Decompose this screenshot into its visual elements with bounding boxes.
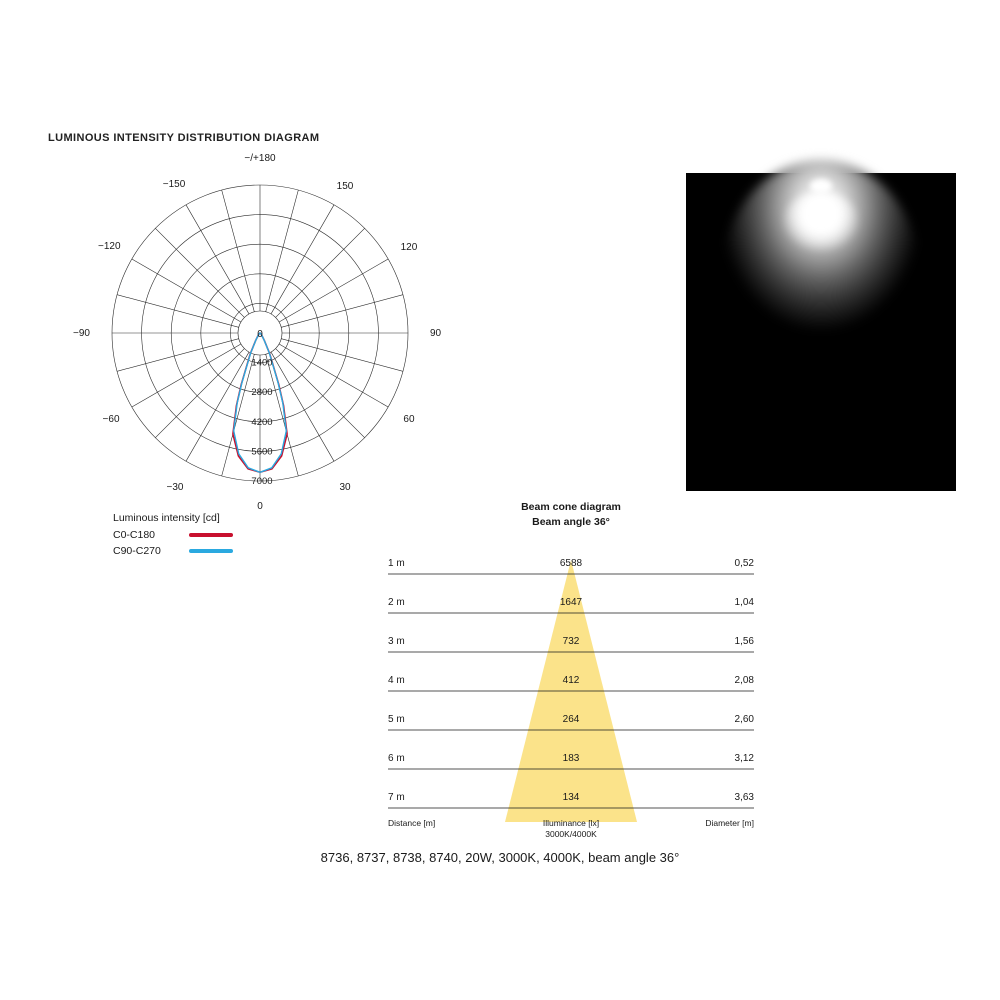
beam-cone-distance: 3 m bbox=[388, 636, 405, 647]
beam-cone-rows bbox=[388, 560, 754, 830]
beam-cone-illuminance: 264 bbox=[562, 714, 580, 725]
legend-item-c0-c180 bbox=[113, 527, 233, 543]
svg-text:−/+180: −/+180 bbox=[244, 153, 276, 164]
beam-cone-diameter: 1,04 bbox=[734, 597, 754, 608]
polar-legend bbox=[113, 512, 233, 559]
footer-diameter-label: Diameter [m] bbox=[705, 818, 754, 828]
svg-text:1400: 1400 bbox=[251, 357, 273, 369]
beam-cone-row bbox=[388, 597, 754, 611]
beam-cone-row bbox=[388, 753, 754, 767]
svg-text:4200: 4200 bbox=[251, 416, 273, 428]
beam-cone-footer bbox=[388, 818, 754, 840]
beam-cone-illuminance: 183 bbox=[562, 753, 580, 764]
svg-text:2800: 2800 bbox=[251, 387, 273, 399]
legend-title: Luminous intensity [cd] bbox=[113, 512, 220, 524]
beam-cone-row bbox=[388, 675, 754, 689]
beam-hotspot bbox=[784, 192, 858, 250]
svg-text:0: 0 bbox=[257, 329, 263, 340]
legend-label-c90-c270: C90-C270 bbox=[113, 545, 161, 557]
legend-item-c90-c270 bbox=[113, 543, 233, 559]
beam-cone-title-line1: Beam cone diagram bbox=[521, 501, 621, 513]
beam-cone-diameter: 2,60 bbox=[734, 714, 754, 725]
beam-cone-diameter: 2,08 bbox=[734, 675, 754, 686]
svg-text:−30: −30 bbox=[166, 482, 184, 494]
footer-illuminance-label bbox=[388, 818, 754, 840]
beam-cone-diameter: 3,63 bbox=[734, 792, 754, 803]
page-title: LUMINOUS INTENSITY DISTRIBUTION DIAGRAM bbox=[48, 132, 320, 144]
svg-text:−90: −90 bbox=[73, 328, 90, 339]
beam-cone-diameter: 1,56 bbox=[734, 636, 754, 647]
beam-render-photo bbox=[686, 173, 956, 491]
polar-radial-labels bbox=[251, 358, 272, 487]
beam-cone-title-line2: Beam angle 36° bbox=[532, 516, 610, 528]
beam-cone-illuminance: 412 bbox=[562, 675, 580, 686]
beam-cone-distance: 7 m bbox=[388, 792, 405, 803]
beam-cone-title bbox=[388, 500, 754, 530]
beam-cone-diagram bbox=[388, 560, 754, 830]
beam-cone-illuminance: 6588 bbox=[559, 558, 583, 569]
polar-intensity-diagram bbox=[70, 153, 470, 512]
beam-cone-illuminance: 732 bbox=[562, 636, 580, 647]
beam-cone-distance: 2 m bbox=[388, 597, 405, 608]
svg-text:0: 0 bbox=[257, 501, 263, 512]
beam-cone-row bbox=[388, 714, 754, 728]
legend-swatch-c0-c180 bbox=[189, 533, 233, 537]
beam-cone-distance: 1 m bbox=[388, 558, 405, 569]
svg-text:−150: −150 bbox=[162, 179, 186, 191]
beam-cone-illuminance: 134 bbox=[562, 792, 580, 803]
footer-distance-label: Distance [m] bbox=[388, 818, 436, 828]
svg-text:−120: −120 bbox=[98, 241, 121, 252]
legend-label-c0-c180: C0-C180 bbox=[113, 529, 156, 541]
beam-cone-distance: 6 m bbox=[388, 753, 405, 764]
footer-illuminance-line2: 3000K/4000K bbox=[545, 829, 597, 839]
polar-chart-svg bbox=[70, 153, 470, 512]
beam-cone-distance: 5 m bbox=[388, 714, 405, 725]
figure-caption: 8736, 8737, 8738, 8740, 20W, 3000K, 4000K, beam angle 36° bbox=[320, 850, 680, 865]
beam-cone-row bbox=[388, 636, 754, 650]
polar-angle-labels bbox=[73, 153, 442, 512]
svg-text:30: 30 bbox=[339, 482, 351, 494]
svg-text:150: 150 bbox=[336, 180, 354, 192]
svg-text:−60: −60 bbox=[102, 414, 120, 425]
svg-text:120: 120 bbox=[400, 242, 418, 253]
beam-cone-diameter: 3,12 bbox=[734, 753, 754, 764]
beam-cone-diameter: 0,52 bbox=[734, 558, 754, 569]
svg-text:7000: 7000 bbox=[251, 476, 273, 487]
svg-text:90: 90 bbox=[430, 328, 442, 339]
beam-cone-illuminance: 1647 bbox=[559, 597, 583, 608]
svg-text:60: 60 bbox=[403, 414, 415, 425]
footer-illuminance-line1: Illuminance [lx] bbox=[542, 818, 600, 828]
beam-cone-row bbox=[388, 558, 754, 572]
beam-cone-row bbox=[388, 792, 754, 806]
beam-cone-distance: 4 m bbox=[388, 675, 405, 686]
svg-text:5600: 5600 bbox=[251, 446, 273, 458]
legend-swatch-c90-c270 bbox=[189, 549, 233, 553]
